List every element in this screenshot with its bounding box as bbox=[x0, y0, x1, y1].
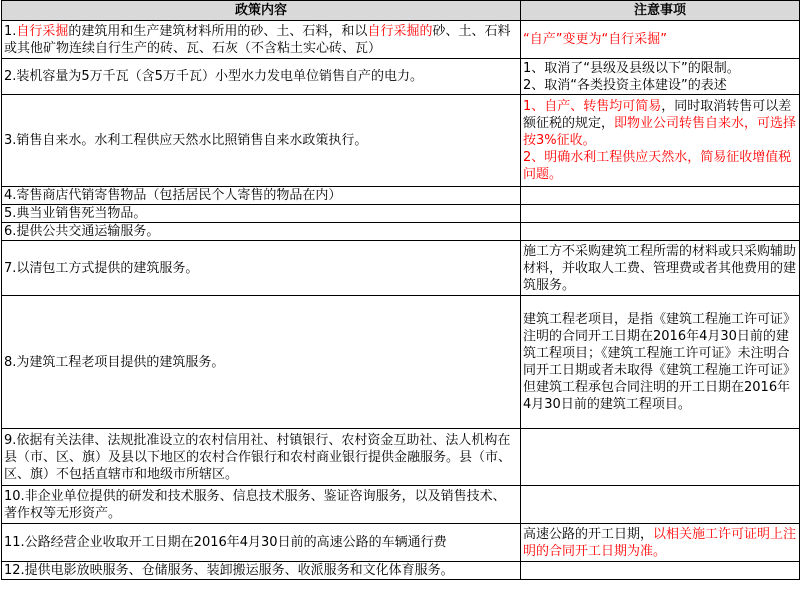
table-row bbox=[2, 59, 800, 95]
note-cell bbox=[521, 187, 800, 205]
highlighted-text: 2、明确水利工程供应天然水，简易征收增值税问题。 bbox=[523, 150, 792, 182]
table-row bbox=[2, 223, 800, 241]
cell-text: 6.提供公共交通运输服务。 bbox=[4, 224, 160, 239]
highlighted-text: 1、自产、转售均可简易 bbox=[523, 99, 662, 114]
policy-cell bbox=[2, 223, 521, 241]
cell-text: 11.公路经营企业收取开工日期在2016年4月30日前的高速公路的车辆通行费 bbox=[4, 535, 447, 550]
policy-table bbox=[1, 0, 800, 580]
table-row bbox=[2, 562, 800, 580]
policy-cell bbox=[2, 95, 521, 187]
cell-text: 8.为建筑工程老项目提供的建筑服务。 bbox=[4, 354, 225, 370]
note-cell bbox=[521, 524, 800, 562]
note-cell bbox=[521, 486, 800, 524]
policy-cell bbox=[2, 187, 521, 205]
note-cell bbox=[521, 59, 800, 95]
note-cell bbox=[521, 95, 800, 187]
cell-text: 施工方不采购建筑工程所需的材料或只采购辅助材料，并收取人工费、管理费或者其他费用的建筑服务。 bbox=[523, 243, 797, 293]
cell-text: 10.非企业单位提供的研发和技术服务、信息技术服务、鉴证咨询服务，以及销售技术、著作权等无形资产。 bbox=[4, 488, 506, 521]
note-cell bbox=[521, 562, 800, 580]
policy-cell bbox=[2, 21, 521, 59]
note-cell bbox=[521, 205, 800, 223]
cell-text: 的建筑用和生产建筑材料所用的砂、土、石料，和以 bbox=[68, 23, 368, 39]
table-row bbox=[2, 296, 800, 429]
table-row bbox=[2, 95, 800, 187]
note-cell bbox=[521, 429, 800, 486]
header-policy-content: 政策内容 bbox=[2, 1, 521, 21]
cell-text: 高速公路的开工日期， bbox=[523, 526, 654, 542]
policy-cell bbox=[2, 296, 521, 429]
highlighted-text: 自行采掘的 bbox=[367, 23, 433, 39]
table-row bbox=[2, 205, 800, 223]
cell-text: 5.典当业销售死当物品。 bbox=[4, 206, 147, 221]
cell-text: 12.提供电影放映服务、仓储服务、装卸搬运服务、收派服务和文化体育服务。 bbox=[4, 563, 454, 578]
table-row bbox=[2, 524, 800, 562]
policy-cell bbox=[2, 524, 521, 562]
cell-text: 3.销售自来水。水利工程供应天然水比照销售自来水政策执行。 bbox=[4, 133, 368, 148]
table-row bbox=[2, 429, 800, 486]
table-row bbox=[2, 187, 800, 205]
table-row bbox=[2, 21, 800, 59]
policy-cell bbox=[2, 429, 521, 486]
highlighted-text: 即物业公司转售自来水，可选择按3%征收。 bbox=[523, 116, 797, 148]
cell-text: 1、取消了“县级及县级以下”的限制。 bbox=[523, 60, 740, 76]
cell-text: 1. bbox=[4, 23, 17, 39]
highlighted-text: “自产”变更为“自行采掘” bbox=[523, 32, 667, 47]
cell-text: ，同时取消转售可以差额征税的规定， bbox=[523, 99, 792, 131]
cell-text: 9.依据有关法律、法规批准设立的农村信用社、村镇银行、农村资金互助社、法人机构在县（市、区、旗）及县以下地区的农村合作银行和农村商业银行提供金融服务。县（市、区、旗）不包括直辖市和地级市所辖区。 bbox=[4, 432, 512, 482]
note-cell bbox=[521, 223, 800, 241]
policy-cell bbox=[2, 486, 521, 524]
policy-cell bbox=[2, 241, 521, 296]
cell-text: 砂、土、石料或其他矿物连续自行生产的砖、瓦、石灰（不含粘土实心砖、瓦） bbox=[4, 23, 511, 56]
note-cell bbox=[521, 296, 800, 429]
cell-text: 2、取消“各类投资主体建设”的表述 bbox=[523, 77, 727, 93]
header-notes: 注意事项 bbox=[521, 1, 800, 21]
table-row bbox=[2, 486, 800, 524]
table-row bbox=[2, 241, 800, 296]
note-cell bbox=[521, 21, 800, 59]
policy-cell bbox=[2, 562, 521, 580]
table-header-row bbox=[2, 1, 800, 21]
highlighted-text: 自行采掘 bbox=[16, 23, 69, 39]
policy-cell bbox=[2, 205, 521, 223]
cell-text: 4.寄售商店代销寄售物品（包括居民个人寄售的物品在内） bbox=[4, 188, 342, 203]
cell-text: 建筑工程老项目，是指《建筑工程施工许可证》注明的合同开工日期在2016年4月30日前的建筑工程项目；《建筑工程施工许可证》未注明合同开工日期或者未取得《建筑工程施工许可证》但建筑工程承包合同注明的开工日期在2016年4月30日前的建筑工程项目。 bbox=[523, 312, 797, 412]
note-cell bbox=[521, 241, 800, 296]
cell-text: 7.以清包工方式提供的建筑服务。 bbox=[4, 260, 199, 276]
cell-text: 2.装机容量为5万千瓦（含5万千瓦）小型水力发电单位销售自产的电力。 bbox=[4, 69, 423, 84]
policy-cell bbox=[2, 59, 521, 95]
highlighted-text: 以相关施工许可证明上注明的合同开工日期为准。 bbox=[523, 526, 797, 559]
